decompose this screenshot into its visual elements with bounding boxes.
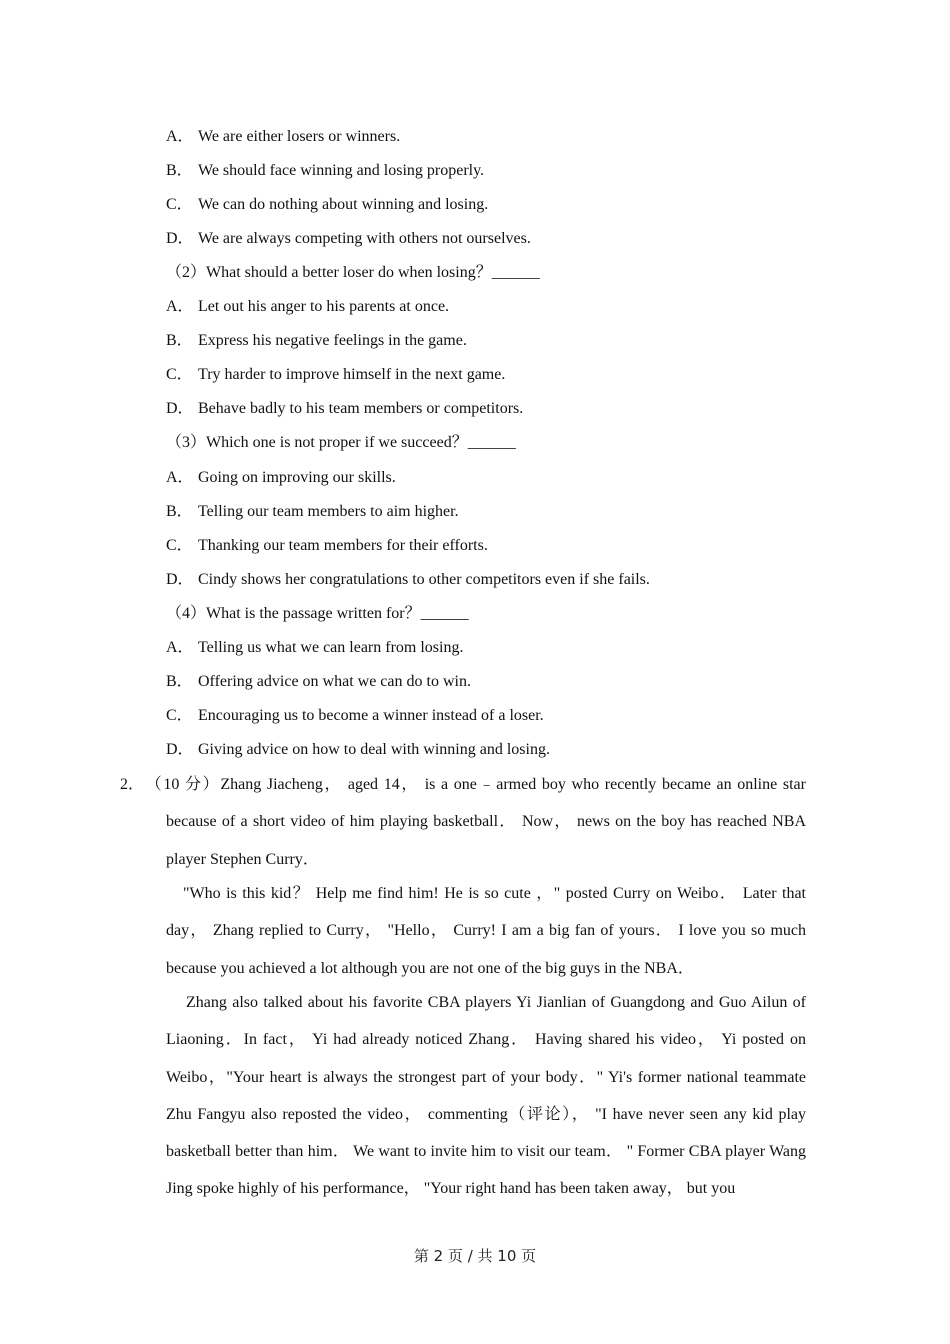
option-text: Giving advice on how to deal with winning and losing. xyxy=(198,741,550,758)
option-b xyxy=(166,672,471,692)
option-label: A． xyxy=(166,469,194,486)
subquestion-3: （3）Which one is not proper if we succeed？______ xyxy=(166,434,516,451)
paragraph-text: （10 分）Zhang Jiacheng， aged 14， is a one﹣armed boy who recently became an online star because of a short video of him playing basketball． Now， news on the boy has reached NBA player Stephen Curry． xyxy=(144,776,806,868)
option-text: Cindy shows her congratulations to other competitors even if she fails. xyxy=(198,571,650,588)
option-c xyxy=(166,536,488,556)
option-d xyxy=(166,229,531,249)
option-text: Encouraging us to become a winner instead of a loser. xyxy=(198,707,544,724)
option-text: Thanking our team members for their efforts. xyxy=(198,537,488,554)
option-a xyxy=(166,638,463,658)
option-label: D． xyxy=(166,571,194,588)
option-b xyxy=(166,161,484,181)
option-label: C． xyxy=(166,707,193,724)
option-text: Let out his anger to his parents at once. xyxy=(198,298,450,315)
question-number: 2． xyxy=(120,776,145,793)
option-label: A． xyxy=(166,128,194,145)
option-d xyxy=(166,399,523,419)
option-label: A． xyxy=(166,639,194,656)
option-label: D． xyxy=(166,400,194,417)
option-a xyxy=(166,468,396,488)
option-text: Express his negative feelings in the game. xyxy=(198,332,467,349)
option-label: D． xyxy=(166,741,194,758)
option-text: We can do nothing about winning and losing. xyxy=(198,196,489,213)
option-label: C． xyxy=(166,537,193,554)
option-text: Telling us what we can learn from losing. xyxy=(198,639,464,656)
subquestion-4: （4）What is the passage written for？______ xyxy=(166,605,469,622)
option-label: C． xyxy=(166,366,193,383)
option-text: Behave badly to his team members or competitors. xyxy=(198,400,524,417)
option-label: B． xyxy=(166,673,193,690)
option-text: Try harder to improve himself in the next game. xyxy=(198,366,506,383)
option-c xyxy=(166,706,544,726)
option-a xyxy=(166,127,400,147)
option-text: Going on improving our skills. xyxy=(198,469,396,486)
option-d xyxy=(166,740,550,760)
option-a xyxy=(166,297,449,317)
option-label: B． xyxy=(166,332,193,349)
option-b xyxy=(166,331,467,351)
option-text: We are always competing with others not ourselves. xyxy=(198,230,531,247)
question-2-paragraph-1 xyxy=(120,766,806,878)
option-c xyxy=(166,195,488,215)
option-text: Offering advice on what we can do to win. xyxy=(198,673,471,690)
subquestion-2: （2）What should a better loser do when losing？______ xyxy=(166,264,540,281)
page-footer: 第 2 页 / 共 10 页 xyxy=(413,1247,537,1265)
option-label: A． xyxy=(166,298,194,315)
option-text: We are either losers or winners. xyxy=(198,128,401,145)
option-text: Telling our team members to aim higher. xyxy=(198,503,459,520)
question-2-paragraph-2: "Who is this kid？ Help me find him! He is so cute ，" posted Curry on Weibo． Later that day， Zhang replied to Curry， "Hello， Curry! I am a big fan of yours． I love you so much because you achieved a lot although you are not one of the big guys in the NBA． xyxy=(166,885,806,977)
option-label: B． xyxy=(166,503,193,520)
option-d xyxy=(166,570,650,590)
question-2-paragraph-3: Zhang also talked about his favorite CBA players Yi Jianlian of Guangdong and Guo Ailun of Liaoning．In fact， Yi had already noticed Zhang． Having shared his video， Yi posted on Weibo，"Your heart is always the strongest part of your body．" Yi's former national teammate Zhu Fangyu also reposted the video， commenting（评论）， "I have never seen any kid play basketball better than him． We want to invite him to visit our team． " Former CBA player Wang Jing spoke highly of his performance， "Your right hand has been taken away， but you xyxy=(166,994,806,1198)
option-label: B． xyxy=(166,162,193,179)
option-label: D． xyxy=(166,230,194,247)
option-label: C． xyxy=(166,196,193,213)
option-b xyxy=(166,502,459,522)
option-c xyxy=(166,365,505,385)
option-text: We should face winning and losing properly. xyxy=(198,162,485,179)
